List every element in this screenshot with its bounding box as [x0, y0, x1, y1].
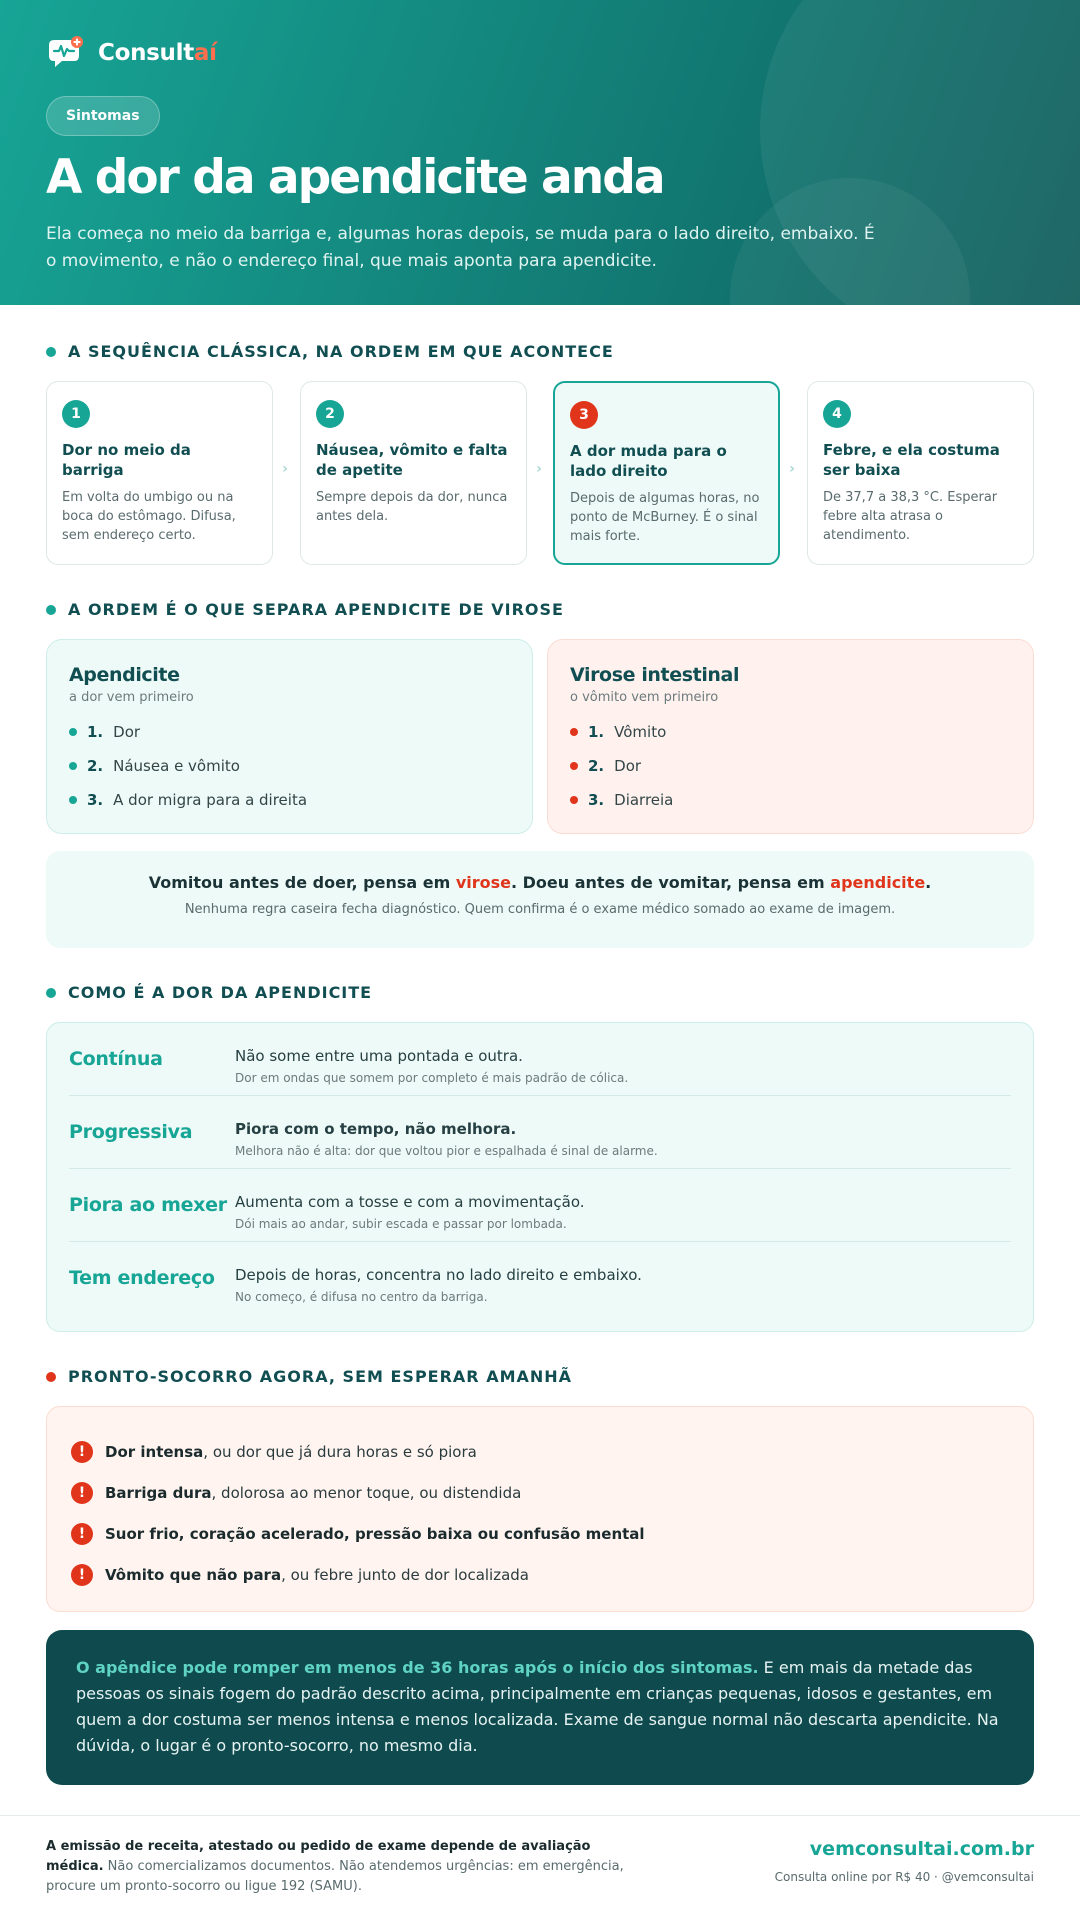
step-text: Sempre depois da dor, nunca antes dela.: [316, 490, 508, 524]
bullet-dot: [570, 728, 578, 736]
footer-price-handle: Consulta online por R$ 40 · @vemconsultai: [774, 1870, 1034, 1884]
section-heading-sequence: A SEQUÊNCIA CLÁSSICA, NA ORDEM EM QUE ACONTECE: [46, 342, 614, 361]
step-title: Dor no meio da barriga: [62, 441, 191, 479]
emergency-item: ! Barriga dura, dolorosa ao menor toque, ou distendida: [71, 1472, 1009, 1513]
pain-note: Dói mais ao andar, subir escada e passar por lombada.: [235, 1217, 567, 1231]
hero-banner: [0, 0, 1080, 305]
section-heading-emergency: PRONTO-SOCORRO AGORA, SEM ESPERAR AMANHÃ: [46, 1367, 572, 1386]
website-link[interactable]: vemconsultai.com.br: [809, 1838, 1034, 1860]
divider: [0, 1815, 1080, 1816]
card-subtitle: a dor vem primeiro: [69, 690, 194, 705]
order-list: [69, 715, 510, 817]
step-number: 1: [62, 400, 90, 428]
list-item: 3. Diarreia: [570, 783, 1011, 817]
bullet-dot: [69, 762, 77, 770]
pain-note: Melhora não é alta: dor que voltou pior e espalhada é sinal de alarme.: [235, 1144, 658, 1158]
steps-row: [46, 381, 1034, 565]
section-heading-compare: A ORDEM É O QUE SEPARA APENDICITE DE VIROSE: [46, 600, 564, 619]
step-card: [46, 381, 273, 565]
pain-label: Contínua: [69, 1048, 163, 1070]
chevron-right-icon: ›: [789, 461, 795, 477]
pain-description: Piora com o tempo, não melhora.: [235, 1120, 517, 1138]
step-number: 3: [570, 401, 598, 429]
page-title: A dor da apendicite anda: [46, 150, 664, 205]
page-subtitle: Ela começa no meio da barriga e, algumas horas depois, se muda para o lado direito, embaixo. É o movimento, e não o endereço final, que mais aponta para apendicite.: [46, 224, 875, 271]
brand-name: Consultaí: [98, 40, 217, 66]
list-item: 3. A dor migra para a direita: [69, 783, 510, 817]
order-list: [570, 715, 1011, 817]
step-title: A dor muda para o lado direito: [570, 442, 727, 480]
card-subtitle: o vômito vem primeiro: [570, 690, 719, 705]
pain-description: Aumenta com a tosse e com a movimentação.: [235, 1193, 585, 1211]
card-title: Apendicite: [69, 664, 180, 686]
rule-callout: [46, 851, 1034, 948]
exclamation-circle-icon: !: [71, 1482, 93, 1504]
alert-text: E em mais da metade das pessoas os sinais fogem do padrão descrito acima, principalmente em crianças pequenas, idosos e gestantes, em quem a dor costuma ser menos intensa e menos localizada. Exame de sangue normal não descarta apendicite. Na dúvida, o lugar é o pronto-socorro, no mesmo dia.: [76, 1658, 999, 1755]
emergency-box: [46, 1406, 1034, 1612]
bullet-dot: [46, 1372, 56, 1382]
bullet-dot: [69, 796, 77, 804]
step-number: 2: [316, 400, 344, 428]
rule-text: Vomitou antes de doer, pensa em virose. Doeu antes de vomitar, pensa em apendicite.: [148, 873, 932, 892]
category-tag[interactable]: Sintomas: [46, 96, 160, 136]
footer-disclaimer: A emissão de receita, atestado ou pedido de exame depende de avaliação médica. Não comercializamos documentos. Não atendemos urgências: em emergência, procure um pronto-socorro ou ligue 192 (SAMU).: [46, 1839, 624, 1894]
pain-note: No começo, é difusa no centro da barriga.: [235, 1290, 488, 1304]
pain-row: [69, 1096, 1011, 1169]
list-item: 1. Vômito: [570, 715, 1011, 749]
bullet-dot: [46, 347, 56, 357]
step-title: Febre, e ela costuma ser baixa: [823, 441, 1000, 479]
step-number: 4: [823, 400, 851, 428]
pain-description: Depois de horas, concentra no lado direito e embaixo.: [235, 1266, 642, 1284]
alert-highlight: O apêndice pode romper em menos de 36 horas após o início dos sintomas.: [76, 1658, 759, 1677]
virus-card: [547, 639, 1034, 834]
rule-note: Nenhuma regra caseira fecha diagnóstico. Quem confirma é o exame médico somado ao exame de imagem.: [184, 902, 896, 917]
step-title: Náusea, vômito e falta de apetite: [316, 441, 508, 479]
pain-row: [69, 1242, 1011, 1315]
list-item: 2. Dor: [570, 749, 1011, 783]
pain-row: [69, 1169, 1011, 1242]
pain-label: Progressiva: [69, 1121, 193, 1143]
pain-table: [46, 1022, 1034, 1332]
rupture-alert: [46, 1630, 1034, 1785]
card-title: Virose intestinal: [570, 664, 740, 686]
exclamation-circle-icon: !: [71, 1564, 93, 1586]
step-card: [300, 381, 527, 565]
bullet-dot: [46, 605, 56, 615]
chevron-right-icon: ›: [536, 461, 542, 477]
bullet-dot: [570, 762, 578, 770]
bullet-dot: [46, 988, 56, 998]
chat-heartbeat-icon: [48, 36, 84, 70]
pain-label: Piora ao mexer: [69, 1194, 227, 1216]
pain-row: [69, 1023, 1011, 1096]
brand[interactable]: [48, 36, 217, 70]
emergency-item: ! Vômito que não para, ou febre junto de dor localizada: [71, 1554, 1009, 1595]
exclamation-circle-icon: !: [71, 1523, 93, 1545]
chevron-right-icon: ›: [282, 461, 288, 477]
bullet-dot: [69, 728, 77, 736]
bullet-dot: [570, 796, 578, 804]
step-text: De 37,7 a 38,3 °C. Esperar febre alta atrasa o atendimento.: [823, 490, 998, 543]
pain-label: Tem endereço: [69, 1267, 215, 1289]
list-item: 2. Náusea e vômito: [69, 749, 510, 783]
step-text: Depois de algumas horas, no ponto de McBurney. É o sinal mais forte.: [570, 491, 760, 544]
pain-note: Dor em ondas que somem por completo é mais padrão de cólica.: [235, 1071, 629, 1085]
section-heading-pain: COMO É A DOR DA APENDICITE: [46, 983, 372, 1002]
exclamation-circle-icon: !: [71, 1441, 93, 1463]
appendicitis-card: [46, 639, 533, 834]
emergency-item: ! Dor intensa, ou dor que já dura horas e só piora: [71, 1431, 1009, 1472]
step-text: Em volta do umbigo ou na boca do estômago. Difusa, sem endereço certo.: [62, 490, 236, 543]
list-item: 1. Dor: [69, 715, 510, 749]
pain-description: Não some entre uma pontada e outra.: [235, 1047, 523, 1065]
emergency-item: ! Suor frio, coração acelerado, pressão baixa ou confusão mental: [71, 1513, 1009, 1554]
step-card: [807, 381, 1034, 565]
step-card-highlighted: [553, 381, 780, 565]
